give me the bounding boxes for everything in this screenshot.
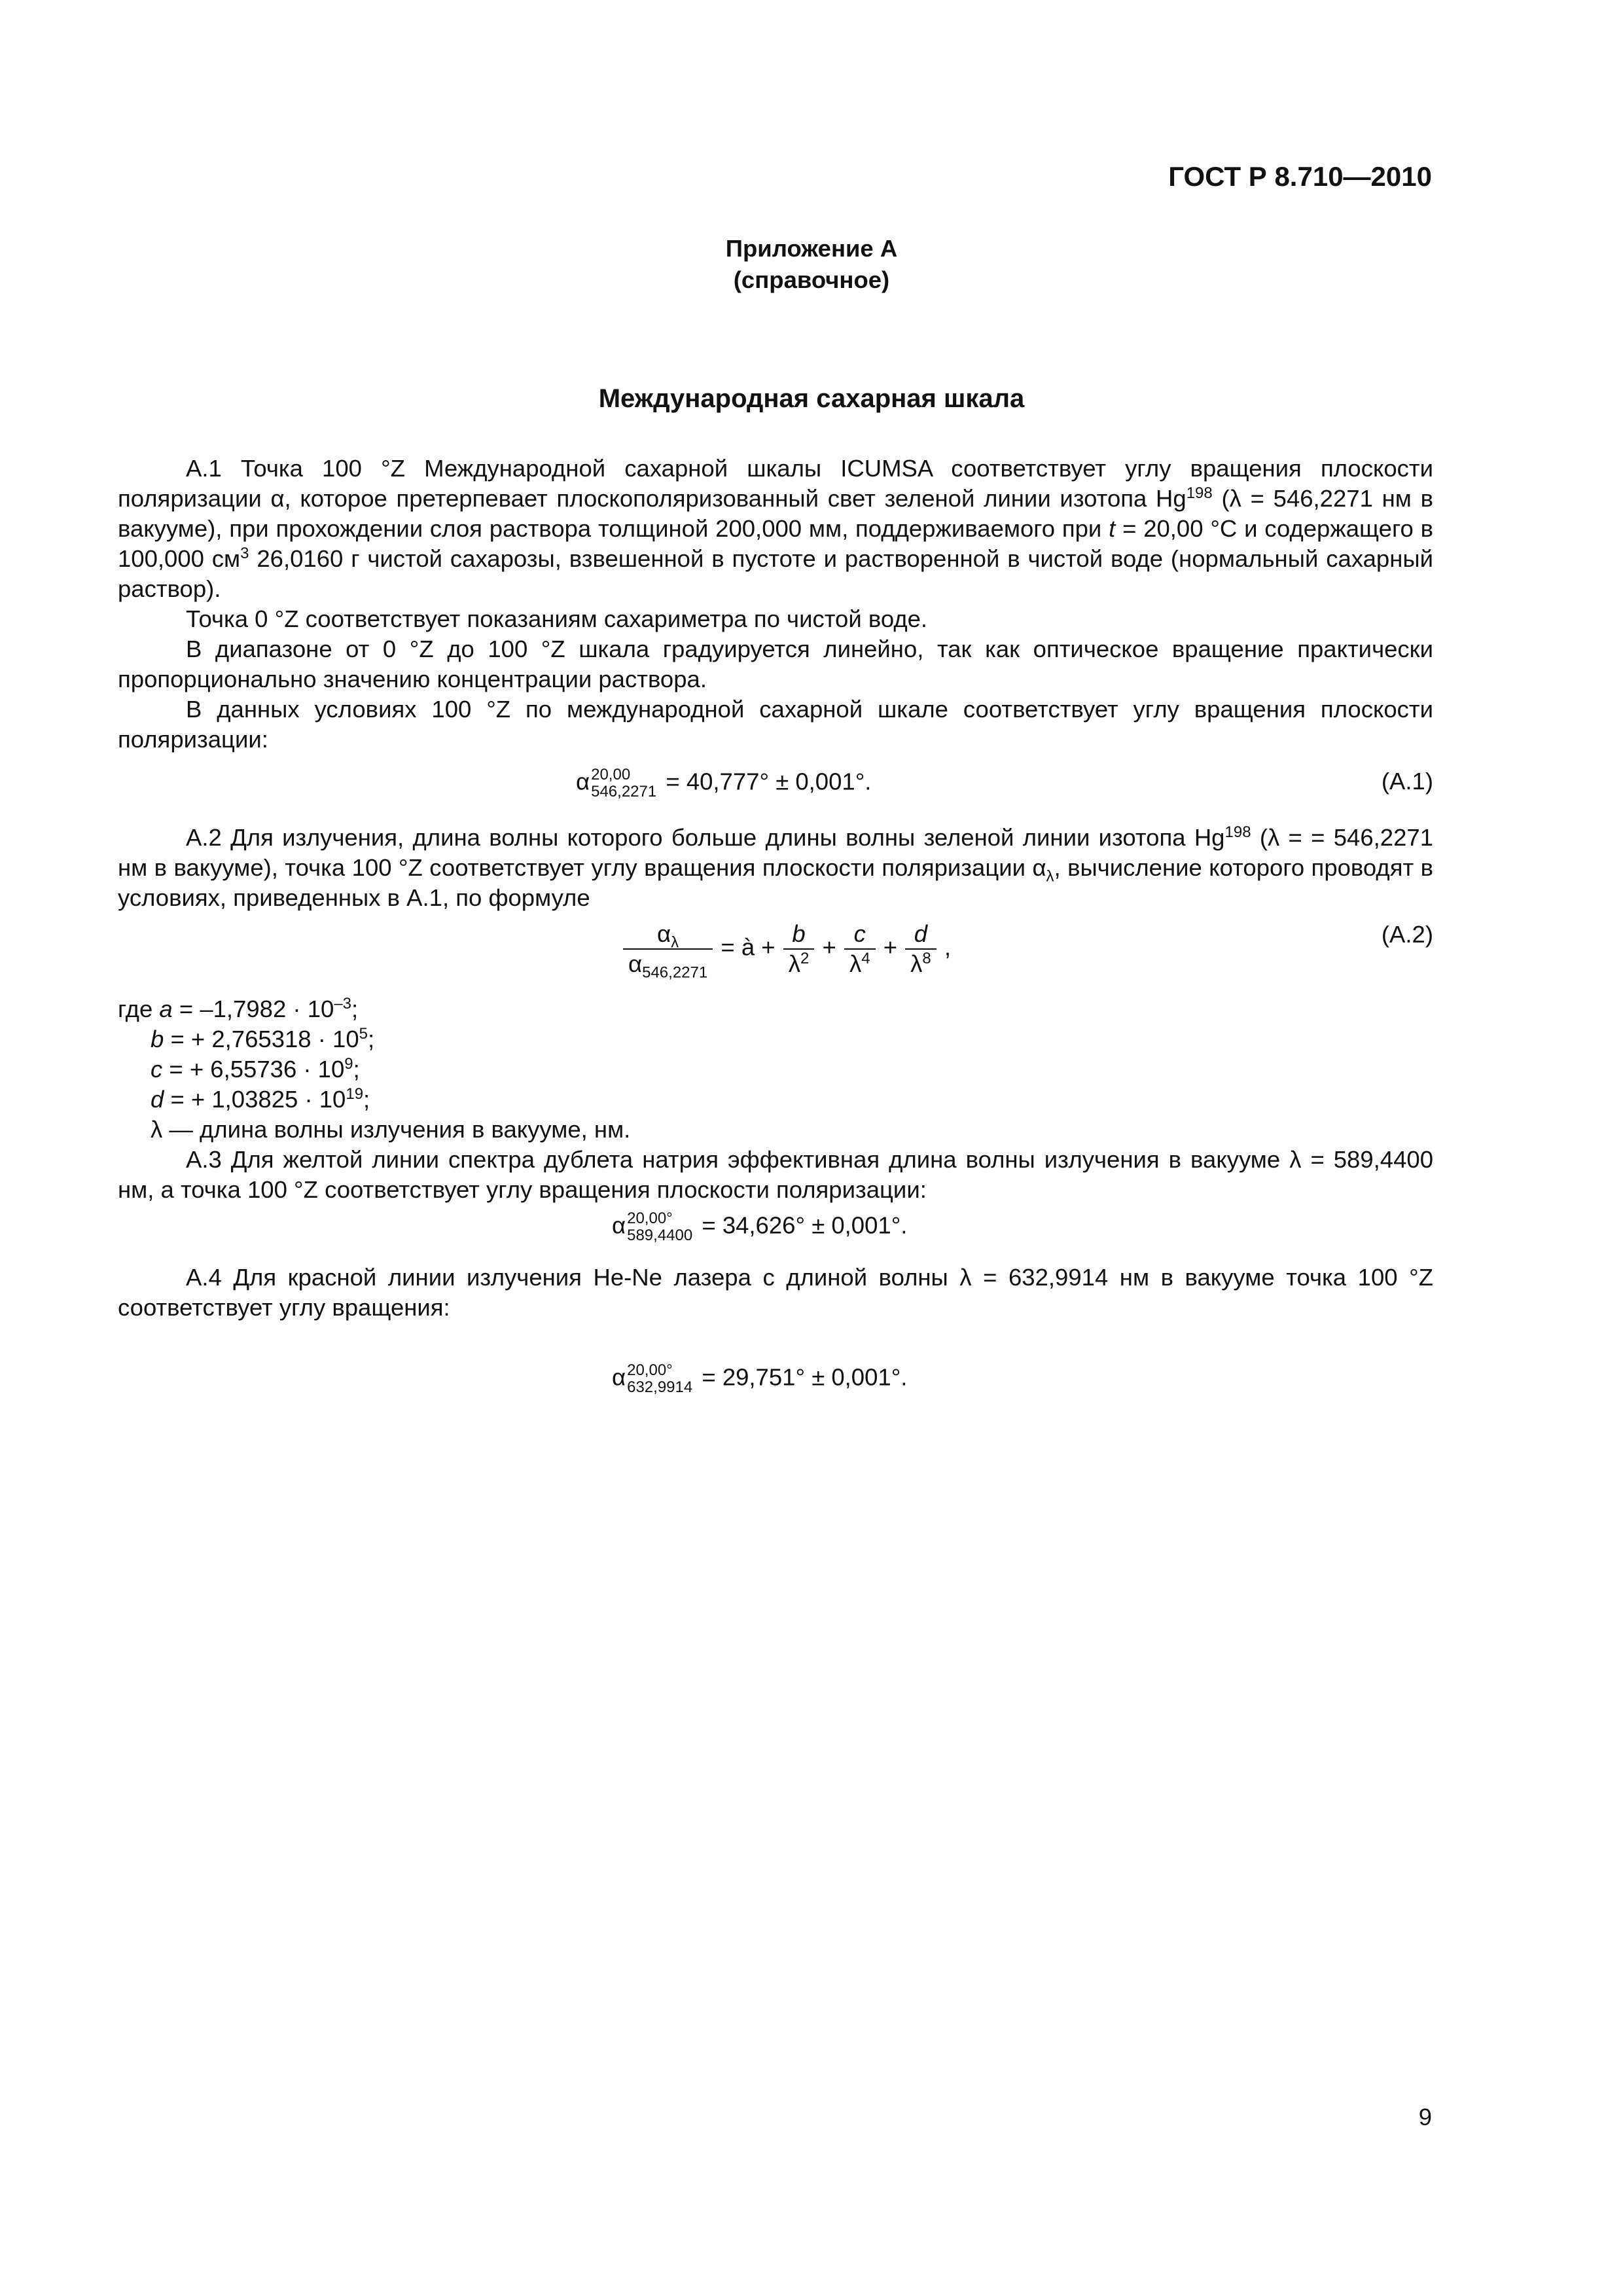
a2-text-1: А.2 Для излучения, длина волны которого больше длины волны зеленой линии изотопа Hg (186, 824, 1225, 851)
where-d-exp: 19 (346, 1085, 364, 1103)
where-d-val: = + 1,03825 · 10 (164, 1086, 346, 1113)
where-d-end: ; (363, 1086, 370, 1113)
a1-text-4: 26,0160 г чистой сахарозы, взвешенной в пустоте и растворенной в чистой воде (нормальный сахарный раствор). (118, 545, 1433, 602)
paragraph-a2 (118, 823, 1433, 913)
where-b-var: b (151, 1026, 164, 1052)
eq2-main-fraction (623, 920, 713, 982)
annex-subtitle: (справочное) (733, 266, 890, 293)
where-block (118, 994, 1433, 1145)
standard-id: ГОСТ Р 8.710—2010 (1168, 161, 1432, 192)
eq2-tail: , (937, 933, 952, 961)
eq2-c-lambda: λ (849, 950, 862, 977)
eq4-sub: 632,9914 (627, 1378, 693, 1396)
eq1-sub: 546,2271 (591, 783, 657, 800)
eq2-num-sub: λ (671, 933, 679, 952)
eq2-fraction-d (905, 920, 936, 978)
equation-a3 (118, 1205, 1433, 1257)
a2-isotope-sup: 198 (1224, 823, 1251, 841)
paragraph-a3: А.3 Для желтой линии спектра дублета натрия эффективная длина волны излучения в вакууме λ = 589,4400 нм, а точка 100 °Z соответствует углу вращения плоскости поляризации: (118, 1146, 1433, 1203)
equation-a1 (118, 755, 1433, 810)
eq2-plus-2: + (876, 933, 904, 961)
eq2-d: d (905, 920, 936, 950)
eq2-d-pow: 8 (922, 949, 931, 967)
eq1-scripts (591, 766, 656, 800)
a1-text-2: (λ = 546,2271 нм в вакууме), при прохождении слоя раствора толщиной 200,000 мм, поддерживаемого при (118, 485, 1433, 542)
eq2-c-den (844, 950, 876, 978)
a1-isotope-sup: 198 (1186, 484, 1213, 502)
paragraph-range: В диапазоне от 0 °Z до 100 °Z шкала градуируется линейно, так как оптическое вращение практически пропорционально значению концентрации раствора. (118, 636, 1433, 692)
eq2-c-pow: 4 (861, 949, 870, 967)
paragraph-zero-point: Точка 0 °Z соответствует показаниям сахариметра по чистой воде. (186, 605, 928, 632)
equation-a4-body (612, 1362, 907, 1396)
eq2-equals-a: = à + (714, 933, 782, 961)
where-d (118, 1085, 1433, 1115)
equation-a3-body (612, 1210, 907, 1244)
document-body (118, 454, 1433, 1421)
where-c-var: c (151, 1056, 163, 1083)
eq3-sub: 589,4400 (627, 1227, 693, 1244)
eq4-alpha: α (612, 1363, 626, 1391)
eq4-sup: 20,00° (627, 1361, 673, 1379)
eq3-alpha: α (612, 1211, 626, 1239)
a1-t-var: t (1109, 515, 1116, 542)
eq2-numerator (623, 920, 713, 950)
equation-a2-body (622, 920, 952, 982)
where-b (118, 1024, 1433, 1054)
where-c-exp: 9 (344, 1054, 353, 1073)
where-c-end: ; (353, 1056, 360, 1083)
equation-a2 (118, 913, 1433, 994)
where-c-val: = + 6,55736 · 10 (162, 1056, 345, 1083)
eq2-d-den (905, 950, 936, 978)
eq1-alpha: α (576, 768, 590, 795)
eq4-scripts (627, 1362, 692, 1396)
eq3-sup: 20,00° (627, 1210, 673, 1227)
where-b-val: = + 2,765318 · 10 (164, 1026, 359, 1052)
where-a-var: a (159, 996, 173, 1022)
a2-text-2: (λ = = 546,2271 нм в вакууме), точка 100 °Z соответствует углу вращения плоскости поляризации α (118, 824, 1433, 881)
where-b-end: ; (368, 1026, 375, 1052)
where-b-exp: 5 (359, 1024, 368, 1043)
where-c (118, 1054, 1433, 1085)
where-d-var: d (151, 1086, 164, 1113)
paragraph-a4: А.4 Для красной линии излучения He-Ne лазера с длиной волны λ = 632,9914 нм в вакууме точка 100 °Z соответствует углу вращения: (118, 1264, 1433, 1321)
where-lambda: λ — длина волны излучения в вакууме, нм. (151, 1116, 631, 1143)
section-title: Международная сахарная шкала (598, 384, 1025, 413)
page-number: 9 (1418, 2104, 1432, 2130)
eq2-b: b (783, 920, 815, 950)
eq2-den-alpha: α (628, 950, 643, 977)
where-prefix: где (118, 996, 160, 1022)
eq2-d-lambda: λ (910, 950, 923, 977)
equation-a1-number: (А.1) (1381, 768, 1433, 795)
eq3-scripts (627, 1210, 692, 1244)
eq3-rhs: = 34,626° ± 0,001°. (695, 1211, 908, 1239)
equation-a4 (118, 1362, 1433, 1421)
equation-a1-body (576, 766, 871, 800)
eq2-denominator (623, 950, 713, 982)
a1-text-3: = 20,00 °C и содержащего в 100,000 см (118, 515, 1433, 572)
eq2-b-lambda: λ (788, 950, 800, 977)
a2-text-3: , вычисление которого проводят в условиях, приведенных в А.1, по формуле (118, 854, 1433, 911)
eq2-den-sub: 546,2271 (642, 963, 708, 982)
paragraph-conditions: В данных условиях 100 °Z по международной сахарной шкале соответствует углу вращения плоскости поляризации: (118, 696, 1433, 753)
where-a (118, 994, 1433, 1024)
a1-text-1: А.1 Точка 100 °Z Международной сахарной шкалы ICUMSA соответствует углу вращения плоскости поляризации α, которое претерпевает плоскополяризованный свет зеленой линии изотопа Hg (118, 455, 1433, 512)
eq2-fraction-b (783, 920, 815, 978)
eq2-fraction-c (844, 920, 876, 978)
where-a-exp: –3 (334, 994, 352, 1013)
a1-cm-sup: 3 (240, 544, 249, 562)
eq2-plus-1: + (815, 933, 843, 961)
eq1-rhs: = 40,777° ± 0,001°. (659, 768, 872, 795)
a2-lambda-sub: λ (1046, 867, 1054, 886)
annex-title: Приложение А (725, 235, 898, 262)
eq2-b-pow: 2 (800, 949, 810, 967)
paragraph-a1 (118, 454, 1433, 604)
equation-a2-number: (А.2) (1381, 921, 1433, 948)
eq1-sup: 20,00 (591, 766, 631, 783)
eq2-c: c (844, 920, 876, 950)
annex-heading (0, 233, 1623, 296)
eq2-b-den (783, 950, 815, 978)
eq4-rhs: = 29,751° ± 0,001°. (695, 1363, 908, 1391)
eq2-num-alpha: α (657, 920, 671, 947)
where-a-val: = –1,7982 · 10 (172, 996, 334, 1022)
where-a-end: ; (351, 996, 359, 1022)
